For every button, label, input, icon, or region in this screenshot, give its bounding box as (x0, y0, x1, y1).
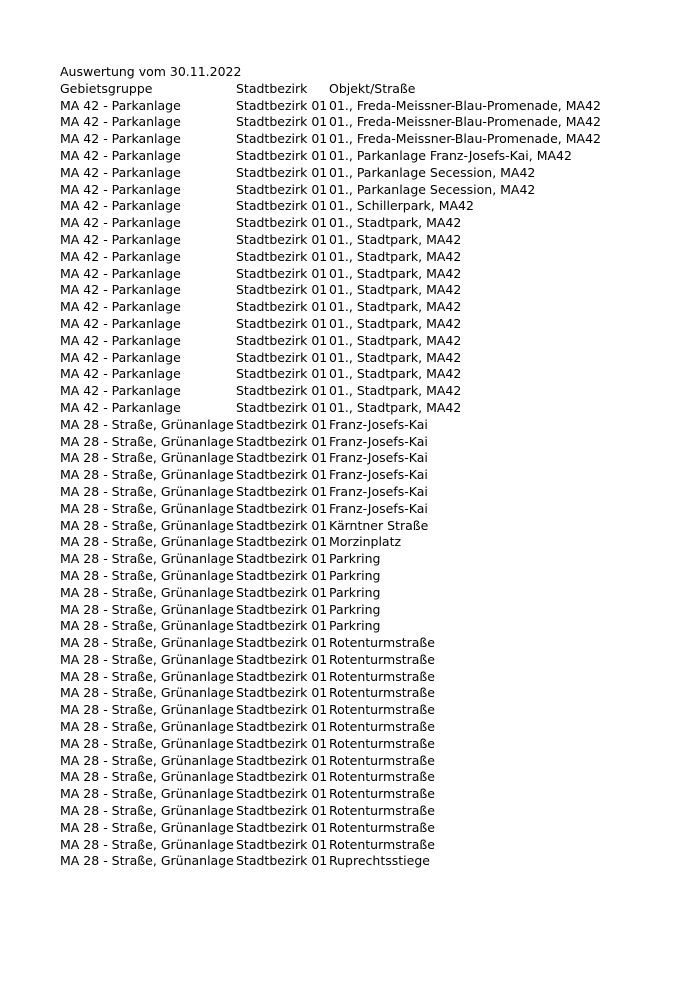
cell-stadtbezirk: Stadtbezirk 01 (236, 500, 328, 516)
cell-objekt-strasse: 01., Stadtpark, MA42 (329, 231, 462, 247)
cell-gebietsgruppe: MA 28 - Straße, Grünanlage (60, 803, 234, 819)
cell-objekt-strasse: Rotenturmstraße (329, 668, 435, 684)
table-row (60, 853, 609, 870)
table-row (60, 518, 609, 535)
cell-gebietsgruppe: MA 28 - Straße, Grünanlage (60, 635, 234, 651)
cell-gebietsgruppe: MA 42 - Parkanlage (60, 114, 181, 130)
table-row (60, 232, 609, 249)
cell-objekt-strasse: Franz-Josefs-Kai (329, 450, 428, 466)
cell-gebietsgruppe: MA 28 - Straße, Grünanlage (60, 433, 234, 449)
cell-objekt-strasse: Kärntner Straße (329, 517, 429, 533)
cell-stadtbezirk: Stadtbezirk 01 (236, 248, 328, 264)
cell-objekt-strasse: Rotenturmstraße (329, 685, 435, 701)
cell-gebietsgruppe: MA 28 - Straße, Grünanlage (60, 450, 234, 466)
table-row (60, 551, 609, 568)
table-row (60, 114, 609, 131)
table-row (60, 366, 609, 383)
cell-gebietsgruppe: MA 42 - Parkanlage (60, 366, 181, 382)
cell-objekt-strasse: Rotenturmstraße (329, 719, 435, 735)
cell-objekt-strasse: 01., Stadtpark, MA42 (329, 349, 462, 365)
cell-gebietsgruppe: MA 42 - Parkanlage (60, 315, 181, 331)
cell-objekt-strasse: Ruprechtsstiege (329, 853, 430, 869)
cell-gebietsgruppe: MA 42 - Parkanlage (60, 299, 181, 315)
table-row (60, 266, 609, 283)
cell-gebietsgruppe: MA 28 - Straße, Grünanlage (60, 735, 234, 751)
cell-objekt-strasse: 01., Stadtpark, MA42 (329, 265, 462, 281)
cell-objekt-strasse: Franz-Josefs-Kai (329, 467, 428, 483)
cell-stadtbezirk: Stadtbezirk 01 (236, 147, 328, 163)
cell-objekt-strasse: 01., Parkanlage Franz-Josefs-Kai, MA42 (329, 147, 572, 163)
cell-objekt-strasse: Rotenturmstraße (329, 769, 435, 785)
table-row (60, 719, 609, 736)
cell-objekt-strasse: Parkring (329, 584, 381, 600)
cell-stadtbezirk: Stadtbezirk 01 (236, 819, 328, 835)
cell-gebietsgruppe: MA 42 - Parkanlage (60, 215, 181, 231)
cell-stadtbezirk: Stadtbezirk 01 (236, 299, 328, 315)
table-row (60, 299, 609, 316)
cell-stadtbezirk: Stadtbezirk 01 (236, 584, 328, 600)
table-row (60, 534, 609, 551)
cell-objekt-strasse: Parkring (329, 601, 381, 617)
cell-gebietsgruppe: MA 28 - Straße, Grünanlage (60, 719, 234, 735)
cell-gebietsgruppe: MA 42 - Parkanlage (60, 164, 181, 180)
cell-gebietsgruppe: MA 28 - Straße, Grünanlage (60, 786, 234, 802)
cell-objekt-strasse: Rotenturmstraße (329, 635, 435, 651)
cell-gebietsgruppe: MA 28 - Straße, Grünanlage (60, 416, 234, 432)
table-row (60, 467, 609, 484)
cell-stadtbezirk: Stadtbezirk 01 (236, 651, 328, 667)
cell-stadtbezirk: Stadtbezirk 01 (236, 618, 328, 634)
cell-objekt-strasse: Franz-Josefs-Kai (329, 500, 428, 516)
cell-gebietsgruppe: MA 28 - Straße, Grünanlage (60, 517, 234, 533)
cell-stadtbezirk: Stadtbezirk 01 (236, 786, 328, 802)
table-row (60, 350, 609, 367)
table-row (60, 333, 609, 350)
table-row (60, 618, 609, 635)
cell-objekt-strasse: 01., Stadtpark, MA42 (329, 399, 462, 415)
table-row (60, 198, 609, 215)
cell-gebietsgruppe: MA 42 - Parkanlage (60, 181, 181, 197)
cell-stadtbezirk: Stadtbezirk 01 (236, 769, 328, 785)
cell-objekt-strasse: 01., Stadtpark, MA42 (329, 383, 462, 399)
table-row (60, 450, 609, 467)
cell-objekt-strasse: 01., Schillerpark, MA42 (329, 198, 474, 214)
cell-objekt-strasse: 01., Stadtpark, MA42 (329, 215, 462, 231)
cell-gebietsgruppe: MA 42 - Parkanlage (60, 332, 181, 348)
cell-gebietsgruppe: MA 28 - Straße, Grünanlage (60, 668, 234, 684)
table-row (60, 434, 609, 451)
cell-gebietsgruppe: MA 28 - Straße, Grünanlage (60, 853, 234, 869)
cell-stadtbezirk: Stadtbezirk 01 (236, 702, 328, 718)
cell-objekt-strasse: Franz-Josefs-Kai (329, 483, 428, 499)
cell-stadtbezirk: Stadtbezirk 01 (236, 853, 328, 869)
cell-gebietsgruppe: MA 28 - Straße, Grünanlage (60, 601, 234, 617)
column-header-objekt-strasse: Objekt/Straße (329, 80, 416, 96)
cell-stadtbezirk: Stadtbezirk 01 (236, 282, 328, 298)
table-row (60, 837, 609, 854)
cell-gebietsgruppe: MA 28 - Straße, Grünanlage (60, 500, 234, 516)
table-row (60, 585, 609, 602)
cell-objekt-strasse: Rotenturmstraße (329, 702, 435, 718)
cell-stadtbezirk: Stadtbezirk 01 (236, 399, 328, 415)
cell-objekt-strasse: Franz-Josefs-Kai (329, 416, 428, 432)
cell-gebietsgruppe: MA 28 - Straße, Grünanlage (60, 685, 234, 701)
cell-stadtbezirk: Stadtbezirk 01 (236, 601, 328, 617)
cell-stadtbezirk: Stadtbezirk 01 (236, 735, 328, 751)
cell-stadtbezirk: Stadtbezirk 01 (236, 383, 328, 399)
cell-objekt-strasse: 01., Stadtpark, MA42 (329, 332, 462, 348)
table-row (60, 602, 609, 619)
cell-gebietsgruppe: MA 42 - Parkanlage (60, 147, 181, 163)
cell-objekt-strasse: 01., Freda-Meissner-Blau-Promenade, MA42 (329, 131, 601, 147)
column-header-stadtbezirk: Stadtbezirk (236, 80, 308, 96)
table-row (60, 282, 609, 299)
cell-objekt-strasse: Morzinplatz (329, 534, 402, 550)
cell-stadtbezirk: Stadtbezirk 01 (236, 517, 328, 533)
table-row (60, 753, 609, 770)
cell-stadtbezirk: Stadtbezirk 01 (236, 265, 328, 281)
cell-objekt-strasse: 01., Freda-Meissner-Blau-Promenade, MA42 (329, 97, 601, 113)
cell-gebietsgruppe: MA 42 - Parkanlage (60, 231, 181, 247)
cell-objekt-strasse: Franz-Josefs-Kai (329, 433, 428, 449)
cell-stadtbezirk: Stadtbezirk 01 (236, 315, 328, 331)
table-row (60, 165, 609, 182)
cell-stadtbezirk: Stadtbezirk 01 (236, 433, 328, 449)
cell-gebietsgruppe: MA 42 - Parkanlage (60, 248, 181, 264)
cell-stadtbezirk: Stadtbezirk 01 (236, 332, 328, 348)
cell-stadtbezirk: Stadtbezirk 01 (236, 551, 328, 567)
cell-objekt-strasse: Rotenturmstraße (329, 836, 435, 852)
cell-stadtbezirk: Stadtbezirk 01 (236, 635, 328, 651)
cell-stadtbezirk: Stadtbezirk 01 (236, 567, 328, 583)
cell-stadtbezirk: Stadtbezirk 01 (236, 131, 328, 147)
cell-stadtbezirk: Stadtbezirk 01 (236, 181, 328, 197)
cell-stadtbezirk: Stadtbezirk 01 (236, 114, 328, 130)
cell-gebietsgruppe: MA 42 - Parkanlage (60, 265, 181, 281)
cell-objekt-strasse: 01., Stadtpark, MA42 (329, 315, 462, 331)
cell-gebietsgruppe: MA 28 - Straße, Grünanlage (60, 584, 234, 600)
table-row (60, 769, 609, 786)
report-title: Auswertung vom 30.11.2022 (60, 64, 242, 79)
cell-gebietsgruppe: MA 28 - Straße, Grünanlage (60, 467, 234, 483)
cell-stadtbezirk: Stadtbezirk 01 (236, 668, 328, 684)
table-row (60, 131, 609, 148)
table-row (60, 215, 609, 232)
cell-objekt-strasse: 01., Stadtpark, MA42 (329, 299, 462, 315)
cell-stadtbezirk: Stadtbezirk 01 (236, 97, 328, 113)
table-row (60, 820, 609, 837)
cell-objekt-strasse: 01., Parkanlage Secession, MA42 (329, 164, 536, 180)
cell-gebietsgruppe: MA 28 - Straße, Grünanlage (60, 769, 234, 785)
table-row (60, 484, 609, 501)
cell-gebietsgruppe: MA 28 - Straße, Grünanlage (60, 702, 234, 718)
cell-gebietsgruppe: MA 28 - Straße, Grünanlage (60, 483, 234, 499)
cell-objekt-strasse: Rotenturmstraße (329, 752, 435, 768)
cell-objekt-strasse: Parkring (329, 551, 381, 567)
table-row (60, 400, 609, 417)
table-row (60, 736, 609, 753)
column-header-gebietsgruppe: Gebietsgruppe (60, 80, 153, 96)
cell-stadtbezirk: Stadtbezirk 01 (236, 349, 328, 365)
cell-objekt-strasse: 01., Freda-Meissner-Blau-Promenade, MA42 (329, 114, 601, 130)
table-row (60, 635, 609, 652)
cell-stadtbezirk: Stadtbezirk 01 (236, 467, 328, 483)
cell-stadtbezirk: Stadtbezirk 01 (236, 416, 328, 432)
cell-objekt-strasse: Rotenturmstraße (329, 803, 435, 819)
cell-stadtbezirk: Stadtbezirk 01 (236, 752, 328, 768)
cell-stadtbezirk: Stadtbezirk 01 (236, 164, 328, 180)
cell-stadtbezirk: Stadtbezirk 01 (236, 231, 328, 247)
table-row (60, 249, 609, 266)
table-row (60, 702, 609, 719)
cell-objekt-strasse: Rotenturmstraße (329, 819, 435, 835)
cell-stadtbezirk: Stadtbezirk 01 (236, 719, 328, 735)
cell-stadtbezirk: Stadtbezirk 01 (236, 483, 328, 499)
cell-gebietsgruppe: MA 42 - Parkanlage (60, 198, 181, 214)
cell-gebietsgruppe: MA 28 - Straße, Grünanlage (60, 567, 234, 583)
table-row (60, 568, 609, 585)
table-row (60, 182, 609, 199)
table-row (60, 98, 609, 115)
table-row (60, 685, 609, 702)
table-row (60, 669, 609, 686)
cell-gebietsgruppe: MA 42 - Parkanlage (60, 349, 181, 365)
cell-gebietsgruppe: MA 28 - Straße, Grünanlage (60, 534, 234, 550)
table-row (60, 786, 609, 803)
cell-objekt-strasse: Rotenturmstraße (329, 651, 435, 667)
cell-gebietsgruppe: MA 42 - Parkanlage (60, 282, 181, 298)
cell-gebietsgruppe: MA 42 - Parkanlage (60, 383, 181, 399)
table-row (60, 803, 609, 820)
table-row (60, 383, 609, 400)
table-row (60, 148, 609, 165)
cell-gebietsgruppe: MA 42 - Parkanlage (60, 399, 181, 415)
cell-gebietsgruppe: MA 28 - Straße, Grünanlage (60, 836, 234, 852)
cell-objekt-strasse: 01., Stadtpark, MA42 (329, 366, 462, 382)
cell-objekt-strasse: Rotenturmstraße (329, 786, 435, 802)
table-row (60, 316, 609, 333)
report-table (60, 81, 609, 870)
cell-stadtbezirk: Stadtbezirk 01 (236, 450, 328, 466)
cell-gebietsgruppe: MA 28 - Straße, Grünanlage (60, 819, 234, 835)
cell-gebietsgruppe: MA 28 - Straße, Grünanlage (60, 551, 234, 567)
cell-stadtbezirk: Stadtbezirk 01 (236, 198, 328, 214)
cell-objekt-strasse: 01., Parkanlage Secession, MA42 (329, 181, 536, 197)
cell-objekt-strasse: Rotenturmstraße (329, 735, 435, 751)
cell-gebietsgruppe: MA 28 - Straße, Grünanlage (60, 651, 234, 667)
cell-objekt-strasse: 01., Stadtpark, MA42 (329, 248, 462, 264)
table-row (60, 501, 609, 518)
cell-stadtbezirk: Stadtbezirk 01 (236, 685, 328, 701)
cell-stadtbezirk: Stadtbezirk 01 (236, 534, 328, 550)
table-header-row (60, 81, 609, 98)
cell-stadtbezirk: Stadtbezirk 01 (236, 836, 328, 852)
cell-gebietsgruppe: MA 28 - Straße, Grünanlage (60, 752, 234, 768)
cell-objekt-strasse: Parkring (329, 567, 381, 583)
table-body (60, 98, 609, 871)
cell-objekt-strasse: Parkring (329, 618, 381, 634)
cell-stadtbezirk: Stadtbezirk 01 (236, 366, 328, 382)
cell-objekt-strasse: 01., Stadtpark, MA42 (329, 282, 462, 298)
cell-stadtbezirk: Stadtbezirk 01 (236, 803, 328, 819)
table-row (60, 417, 609, 434)
cell-stadtbezirk: Stadtbezirk 01 (236, 215, 328, 231)
cell-gebietsgruppe: MA 42 - Parkanlage (60, 131, 181, 147)
cell-gebietsgruppe: MA 42 - Parkanlage (60, 97, 181, 113)
table-row (60, 652, 609, 669)
report-page (60, 64, 609, 870)
cell-gebietsgruppe: MA 28 - Straße, Grünanlage (60, 618, 234, 634)
